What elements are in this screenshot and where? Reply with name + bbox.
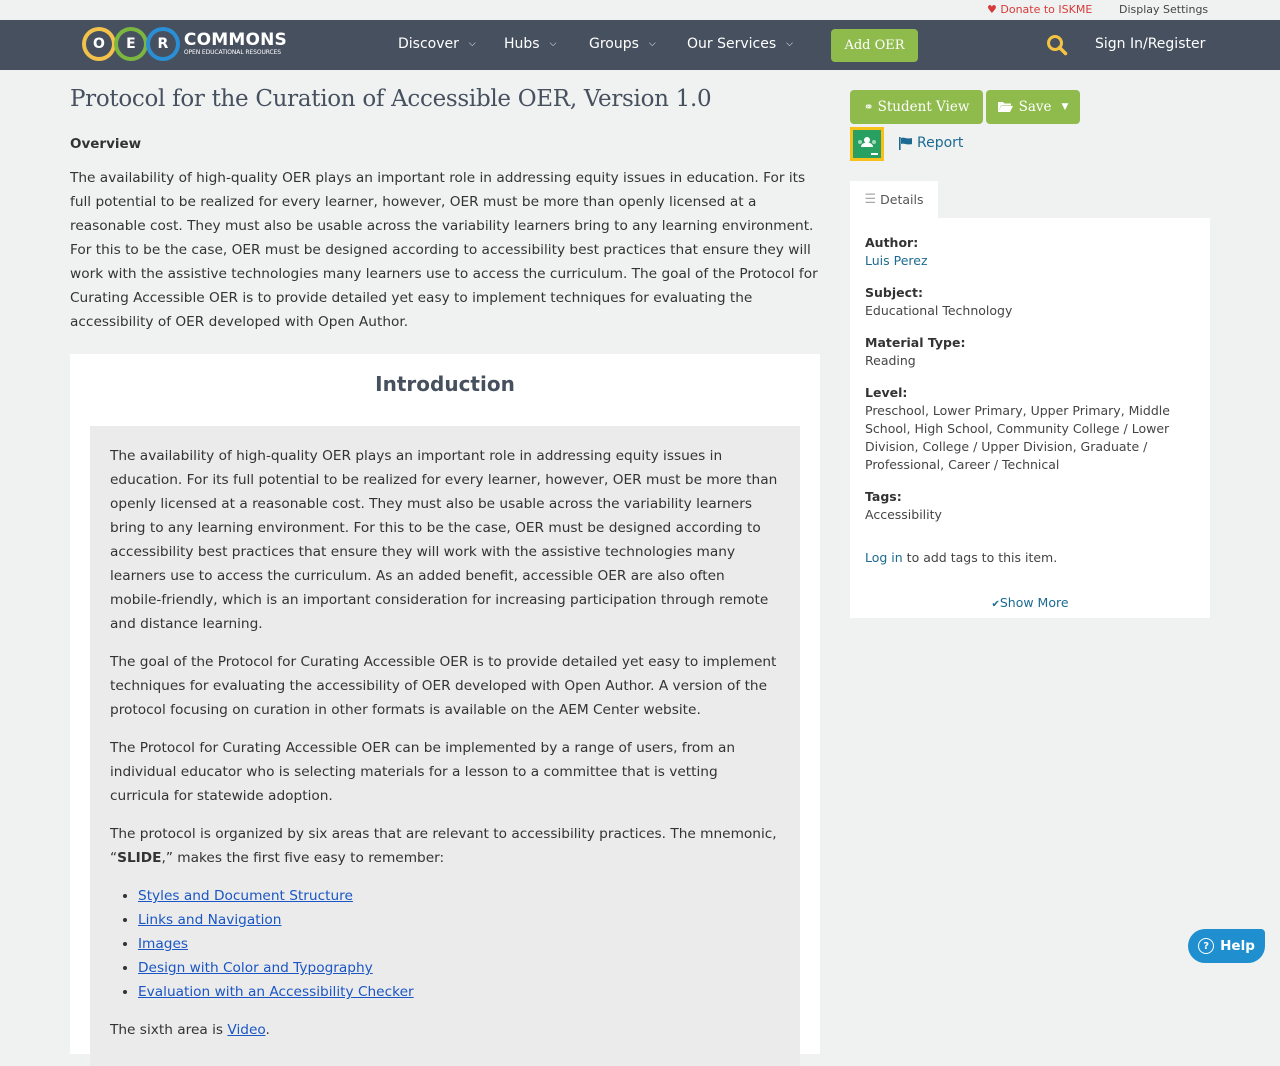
nav-discover[interactable]: Discover ⌵ <box>398 36 476 52</box>
heart-icon: ♥ <box>987 3 997 16</box>
nav-our-services[interactable]: Our Services ⌵ <box>687 36 793 52</box>
flag-icon <box>899 137 913 150</box>
link-icon: ⚭ <box>863 100 874 114</box>
introduction-heading: Introduction <box>375 372 515 396</box>
chevron-down-icon: ✔︎ <box>991 599 1000 610</box>
details-panel <box>850 218 1210 618</box>
save-button[interactable]: Save ▼ <box>986 90 1080 124</box>
login-link[interactable]: Log in <box>865 550 903 565</box>
folder-open-icon <box>998 101 1013 113</box>
login-to-tag: Log in to add tags to this item. <box>865 550 1058 565</box>
detail-material-type: Material Type: Reading <box>865 335 966 368</box>
detail-author: Author: Luis Perez <box>865 234 1195 270</box>
list-icon: ☰ <box>864 192 877 207</box>
question-circle-icon: ? <box>1198 938 1214 954</box>
student-view-button[interactable]: ⚭ Student View <box>850 90 983 124</box>
main-navbar <box>0 20 1280 70</box>
chevron-down-icon: ⌵ <box>648 39 656 49</box>
logo-ring-e: E <box>114 27 148 61</box>
intro-paragraph: The availability of high-quality OER plays an important role in addressing equity issues in education. For its full potential to be realized for every learner, however, OER must be more than openly licensed at a reasonable cost. They must also be usable across the variability learners bring to any learning environment. For this to be the case, OER must be designed according to accessibility best practices that ensure they will work with the assistive technologies many learners use to access the curriculum. As an added benefit, accessible OER are also often mobile-friendly, which is an important consideration for increasing participation through remote and distance learning. <box>110 448 778 632</box>
author-link[interactable]: Luis Perez <box>865 253 928 268</box>
content-card <box>70 354 820 1054</box>
nav-groups[interactable]: Groups ⌵ <box>589 36 656 52</box>
area-link-styles[interactable]: Styles and Document Structure <box>138 888 353 904</box>
intro-paragraph: The goal of the Protocol for Curating Accessible OER is to provide detailed yet easy to implement techniques for evaluating the accessibility of OER developed with Open Author. A version of the protocol focusing on curation in other formats is available on the AEM Center website. <box>110 654 777 718</box>
logo-ring-o: O <box>82 27 116 61</box>
introduction-body <box>90 426 800 1066</box>
overview-heading: Overview <box>70 136 142 152</box>
report-link[interactable]: Report <box>899 135 963 151</box>
utility-bar <box>0 0 1280 20</box>
list-item <box>138 980 780 1004</box>
detail-level: Level: Preschool, Lower Primary, Upper Primary, Middle School, High School, Community College / Lower Division, College / Upper Division, Graduate / Professional, Career / Technical <box>865 385 1170 472</box>
chevron-down-icon: ⌵ <box>468 39 476 49</box>
detail-tags: Tags: Accessibility <box>865 489 942 522</box>
list-item <box>138 932 780 956</box>
overview-text: The availability of high-quality OER plays an important role in addressing equity issues in education. For its full potential to be realized for every learner, however, OER must be more than openly licensed at a reasonable cost. They must also be usable across the variability learners bring to any learning environment. For this to be the case, OER must be designed according to accessibility best practices that ensure they will work with the assistive technologies many learners use to access the curriculum. The goal of the Protocol for Curating Accessible OER is to provide detailed yet easy to implement techniques for evaluating the accessibility of OER developed with Open Author. <box>70 170 818 330</box>
tab-details[interactable]: ☰ Details <box>850 181 938 218</box>
list-item <box>138 884 780 908</box>
chevron-down-icon: ⌵ <box>549 39 557 49</box>
display-settings-link[interactable]: Display Settings <box>1119 3 1209 16</box>
help-button[interactable]: ? Help <box>1188 929 1265 963</box>
add-oer-button[interactable]: Add OER <box>831 29 918 62</box>
page-title: Protocol for the Curation of Accessible OER, Version 1.0 <box>70 86 712 112</box>
caret-down-icon: ▼ <box>1061 102 1069 112</box>
sixth-area-paragraph: The sixth area is Video. <box>110 1022 270 1038</box>
nav-hubs[interactable]: Hubs ⌵ <box>504 36 557 52</box>
sign-in-register-link[interactable]: Sign In/Register <box>1095 36 1206 52</box>
list-item <box>138 956 780 980</box>
intro-paragraph: The Protocol for Curating Accessible OER can be implemented by a range of users, from an individual educator who is selecting materials for a lesson to a committee that is vetting curricula for statewide adoption. <box>110 740 736 804</box>
area-link-video[interactable]: Video <box>227 1022 266 1038</box>
detail-subject: Subject: Educational Technology <box>865 285 1013 318</box>
area-link-images[interactable]: Images <box>138 936 188 952</box>
area-link-evaluation[interactable]: Evaluation with an Accessibility Checker <box>138 984 414 1000</box>
list-item <box>138 908 780 932</box>
mnemonic-paragraph: The protocol is organized by six areas that are relevant to accessibility practices. The mnemonic, “SLIDE,” makes the first five easy to remember: <box>110 826 777 866</box>
search-icon[interactable] <box>1046 34 1068 56</box>
slide-areas-list <box>138 884 780 1004</box>
mnemonic-word: SLIDE <box>117 850 162 866</box>
area-link-links[interactable]: Links and Navigation <box>138 912 282 928</box>
google-classroom-share-button[interactable] <box>850 127 884 161</box>
google-classroom-icon <box>853 130 881 158</box>
logo-wordmark: COMMONS OPEN EDUCATIONAL RESOURCES <box>183 29 287 56</box>
oer-commons-logo[interactable] <box>82 26 287 62</box>
chevron-down-icon: ⌵ <box>786 39 793 49</box>
show-more-button[interactable]: ✔︎Show More <box>991 595 1069 610</box>
logo-ring-r: R <box>146 27 180 61</box>
area-link-design[interactable]: Design with Color and Typography <box>138 960 373 976</box>
donate-link[interactable]: ♥ Donate to ISKME <box>987 3 1093 16</box>
